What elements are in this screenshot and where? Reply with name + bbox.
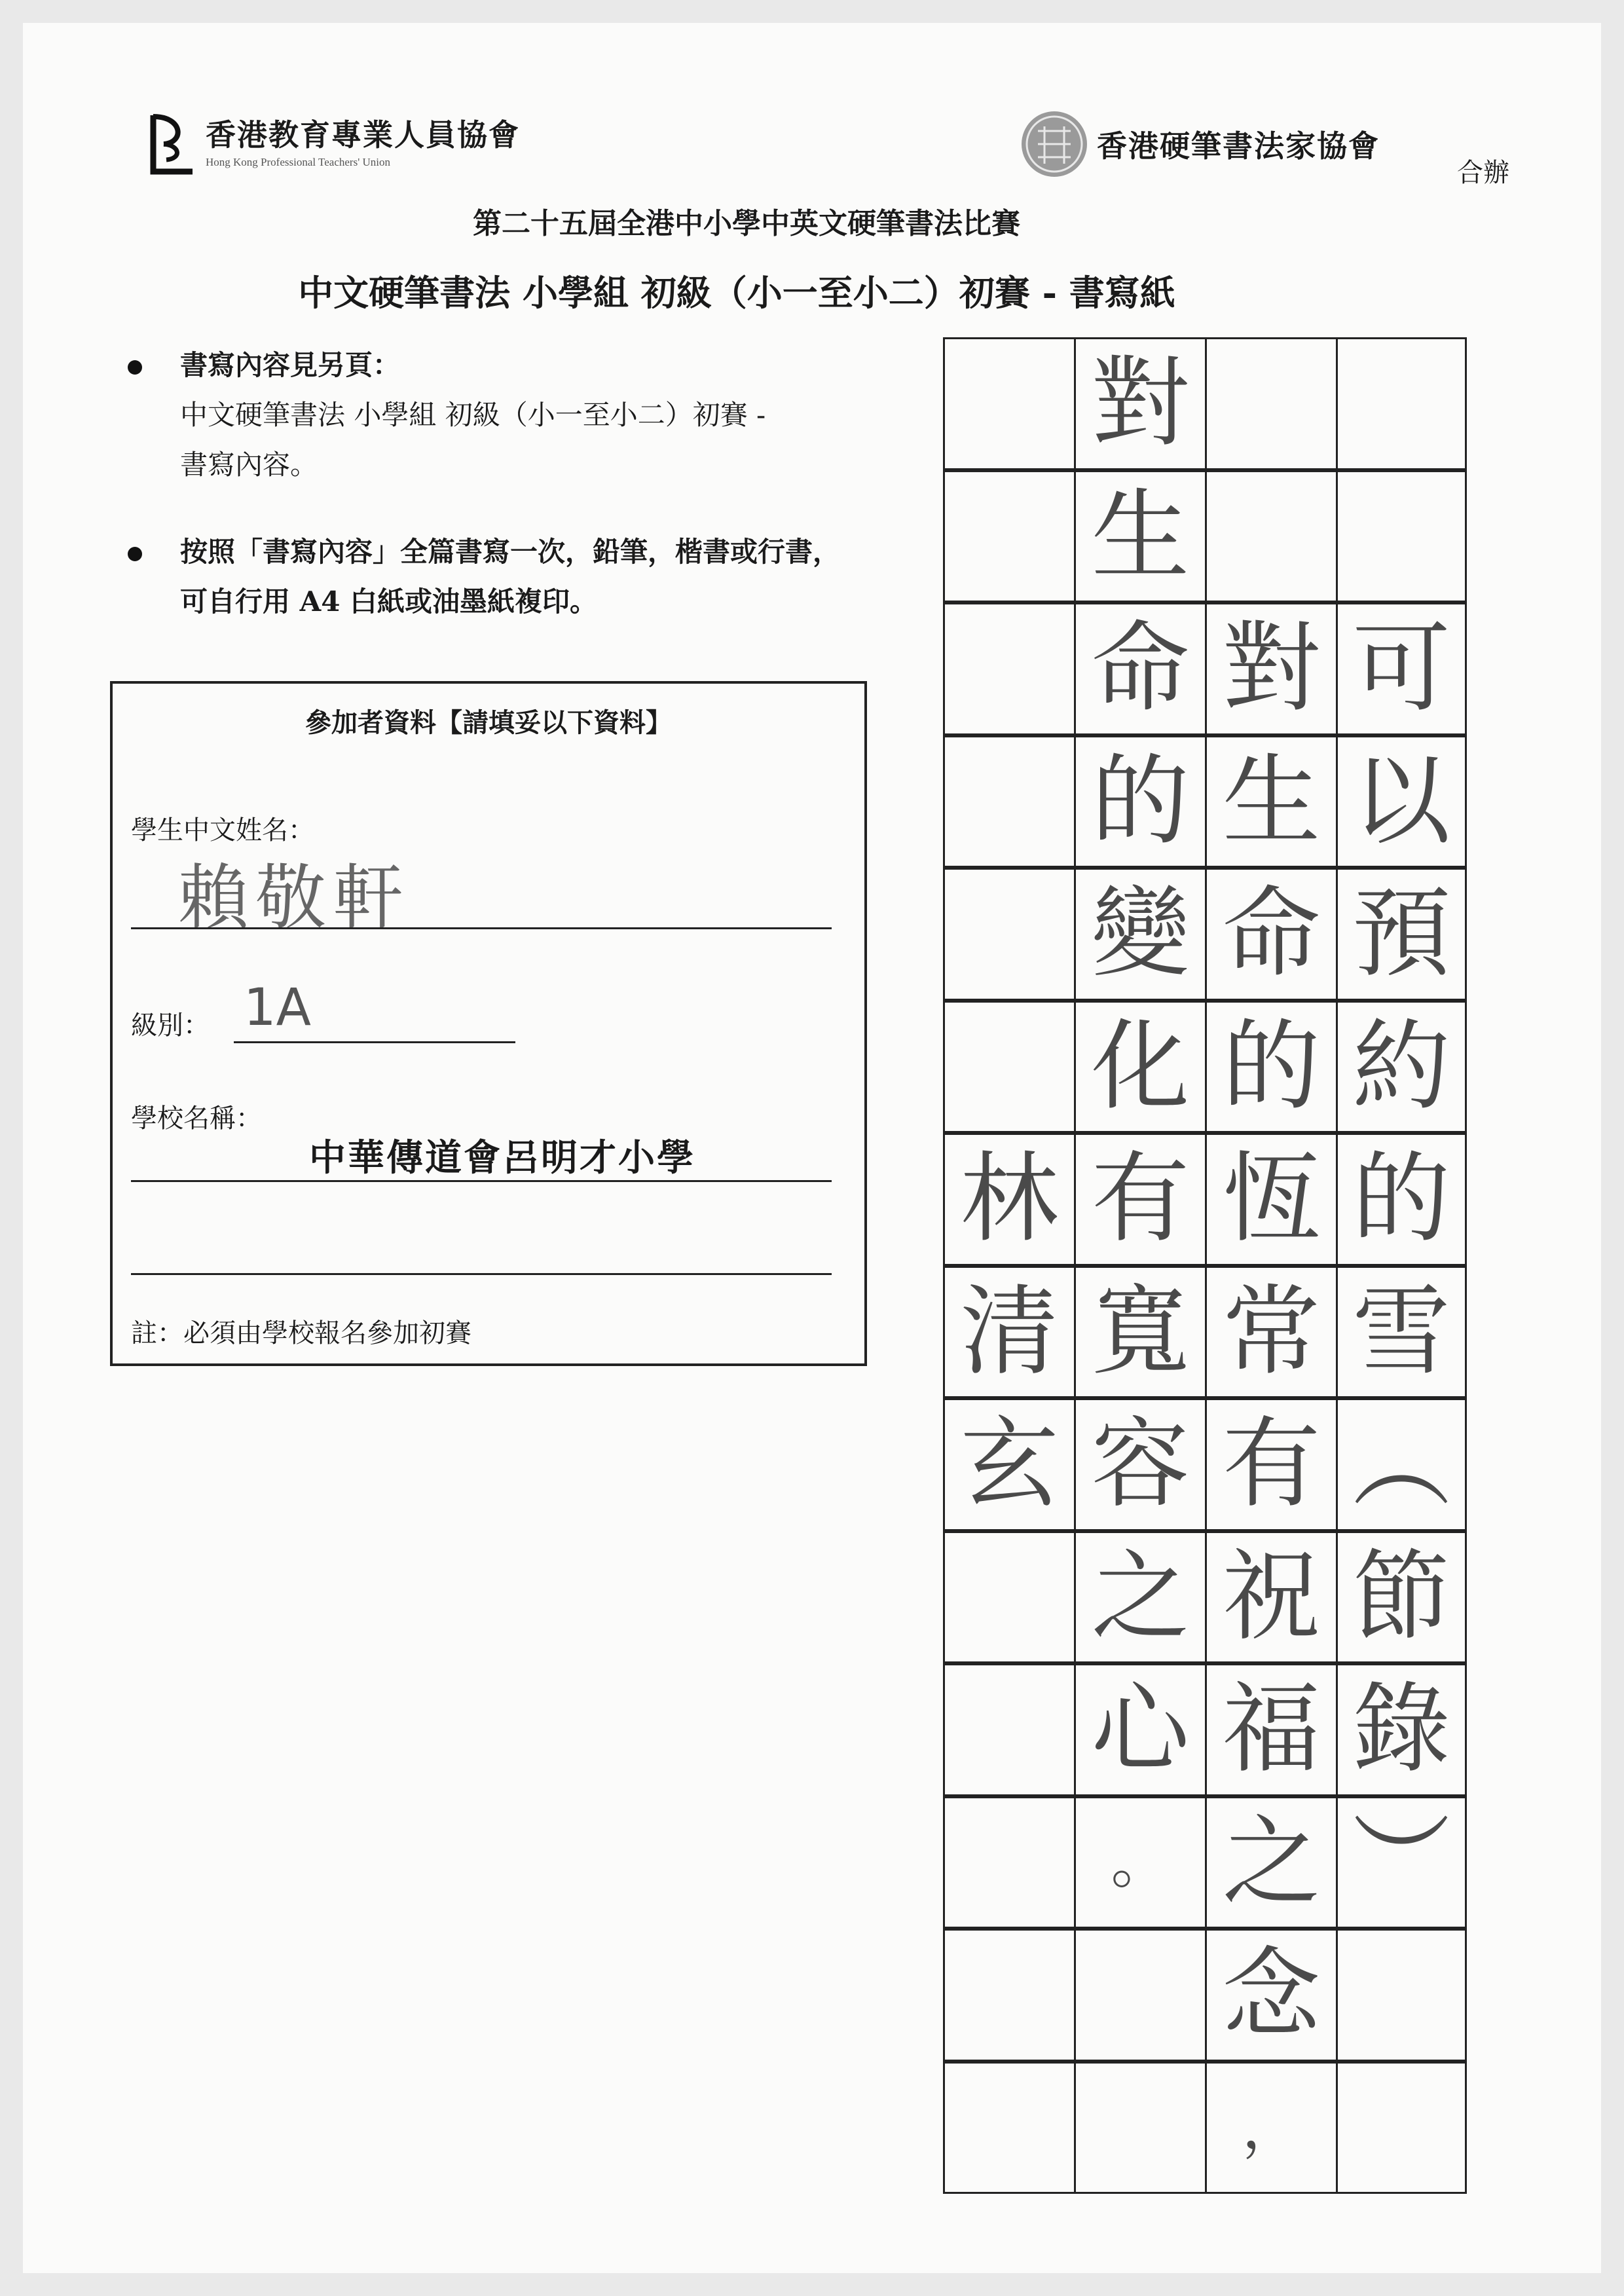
grid-cell[interactable]: 可 (1336, 602, 1467, 735)
grid-cell[interactable]: 容 (1074, 1398, 1205, 1531)
calligraphy-association-logo (1018, 108, 1380, 180)
grid-cell[interactable]: 的 (1074, 735, 1205, 868)
instruction-1 (180, 341, 766, 490)
grid-cell[interactable]: 祝 (1205, 1531, 1336, 1664)
instruction-2-line1: 按照「書寫內容」全篇書寫一次，鉛筆，楷書或行書， (180, 536, 841, 568)
class-label: 級別： (131, 1010, 210, 1041)
grid-cell[interactable] (1074, 2062, 1205, 2194)
bullet-1 (128, 360, 142, 375)
student-name-line (131, 927, 832, 929)
grid-cell[interactable]: ︵ (1336, 1398, 1467, 1531)
grid-cell[interactable]: 以 (1336, 735, 1467, 868)
instruction-2-line2: 可自行用 A4 白紙或油墨紙複印。 (180, 585, 598, 618)
grid-cell[interactable] (1205, 337, 1336, 470)
grid-cell[interactable]: 生 (1074, 470, 1205, 603)
grid-cell[interactable] (1205, 470, 1336, 603)
registration-note: 註：必須由學校報名參加初賽 (131, 1318, 471, 1348)
grid-cell[interactable]: 心 (1074, 1663, 1205, 1796)
grid-cell[interactable]: 變 (1074, 868, 1205, 1001)
grid-cell[interactable]: 對 (1205, 602, 1336, 735)
grid-cell[interactable]: 命 (1205, 868, 1336, 1001)
extra-line (131, 1273, 832, 1275)
grid-cell[interactable]: 對 (1074, 337, 1205, 470)
grid-cell[interactable]: 預 (1336, 868, 1467, 1001)
participant-info-box (110, 681, 867, 1366)
class-line (234, 1041, 515, 1043)
grid-cell[interactable]: 常 (1205, 1266, 1336, 1399)
grid-cell[interactable]: 寬 (1074, 1266, 1205, 1399)
grid-cell[interactable] (943, 1001, 1074, 1134)
grid-cell[interactable] (943, 2062, 1074, 2194)
ptu-name-zh: 香港教育專業人員協會 (206, 117, 520, 153)
grid-cell[interactable]: ， (1205, 2062, 1336, 2194)
ptu-name-en: Hong Kong Professional Teachers' Union (206, 156, 391, 168)
participant-box-title: 參加者資料【請填妥以下資料】 (305, 707, 672, 738)
instruction-1-line3: 書寫內容。 (180, 449, 318, 481)
instruction-1-line1: 書寫內容見另頁： (180, 349, 401, 381)
grid-cell[interactable] (943, 735, 1074, 868)
grid-cell[interactable]: 之 (1205, 1796, 1336, 1929)
grid-cell[interactable]: 命 (1074, 602, 1205, 735)
sheet-title: 中文硬筆書法 小學組 初級（小一至小二）初賽 - 書寫紙 (298, 272, 1175, 314)
grid-cell[interactable]: 雪 (1336, 1266, 1467, 1399)
grid-cell[interactable]: ︶ (1336, 1796, 1467, 1929)
grid-cell[interactable]: 清 (943, 1266, 1074, 1399)
grid-cell[interactable]: 之 (1074, 1531, 1205, 1664)
grid-cell[interactable]: 約 (1336, 1001, 1467, 1134)
grid-cell[interactable]: 念 (1205, 1929, 1336, 2062)
grid-cell[interactable]: 福 (1205, 1663, 1336, 1796)
grid-cell[interactable] (1336, 470, 1467, 603)
grid-cell[interactable]: 化 (1074, 1001, 1205, 1134)
grid-cell[interactable]: 的 (1205, 1001, 1336, 1134)
bullet-2 (128, 547, 142, 561)
ptu-logo-icon (144, 111, 196, 177)
school-name-value[interactable]: 中華傳道會呂明才小學 (309, 1136, 695, 1179)
calligraphy-association-name: 香港硬筆書法家協會 (1097, 128, 1380, 164)
grid-column-1 (1336, 337, 1467, 2194)
grid-cell[interactable] (943, 868, 1074, 1001)
grid-cell[interactable]: 恆 (1205, 1133, 1336, 1266)
grid-cell[interactable] (943, 470, 1074, 603)
grid-cell[interactable] (1336, 2062, 1467, 2194)
grid-cell[interactable]: 的 (1336, 1133, 1467, 1266)
grid-cell[interactable]: 有 (1074, 1133, 1205, 1266)
ptu-logo (144, 111, 520, 177)
student-name-value[interactable]: 賴敬軒 (178, 857, 411, 939)
student-name-label: 學生中文姓名： (131, 815, 314, 845)
grid-cell[interactable]: 錄 (1336, 1663, 1467, 1796)
grid-cell[interactable] (943, 1531, 1074, 1664)
grid-column-4 (943, 337, 1074, 2194)
grid-cell[interactable] (1336, 1929, 1467, 2062)
instruction-2 (180, 527, 840, 627)
grid-cell[interactable] (943, 1929, 1074, 2062)
grid-cell[interactable] (943, 1796, 1074, 1929)
grid-cell[interactable]: 林 (943, 1133, 1074, 1266)
grid-cell[interactable]: 有 (1205, 1398, 1336, 1531)
school-name-label: 學校名稱： (131, 1103, 262, 1134)
grid-cell[interactable] (943, 1663, 1074, 1796)
grid-cell[interactable] (943, 337, 1074, 470)
grid-column-3 (1074, 337, 1205, 2194)
co-organised-label: 合辦 (1457, 158, 1509, 188)
grid-cell[interactable]: 節 (1336, 1531, 1467, 1664)
grid-cell[interactable]: 。 (1074, 1796, 1205, 1929)
competition-title: 第二十五屆全港中小學中英文硬筆書法比賽 (473, 207, 1020, 240)
grid-cell[interactable]: 玄 (943, 1398, 1074, 1531)
grid-cell[interactable] (943, 602, 1074, 735)
grid-column-2 (1205, 337, 1336, 2194)
instruction-1-line2: 中文硬筆書法 小學組 初級（小一至小二）初賽 - (180, 399, 766, 431)
school-name-line (131, 1180, 832, 1182)
grid-cell[interactable]: 生 (1205, 735, 1336, 868)
grid-cell[interactable] (1074, 1929, 1205, 2062)
grid-cell[interactable] (1336, 337, 1467, 470)
seal-icon (1018, 108, 1090, 180)
class-value[interactable]: 1A (244, 978, 311, 1037)
writing-grid (943, 337, 1467, 2194)
